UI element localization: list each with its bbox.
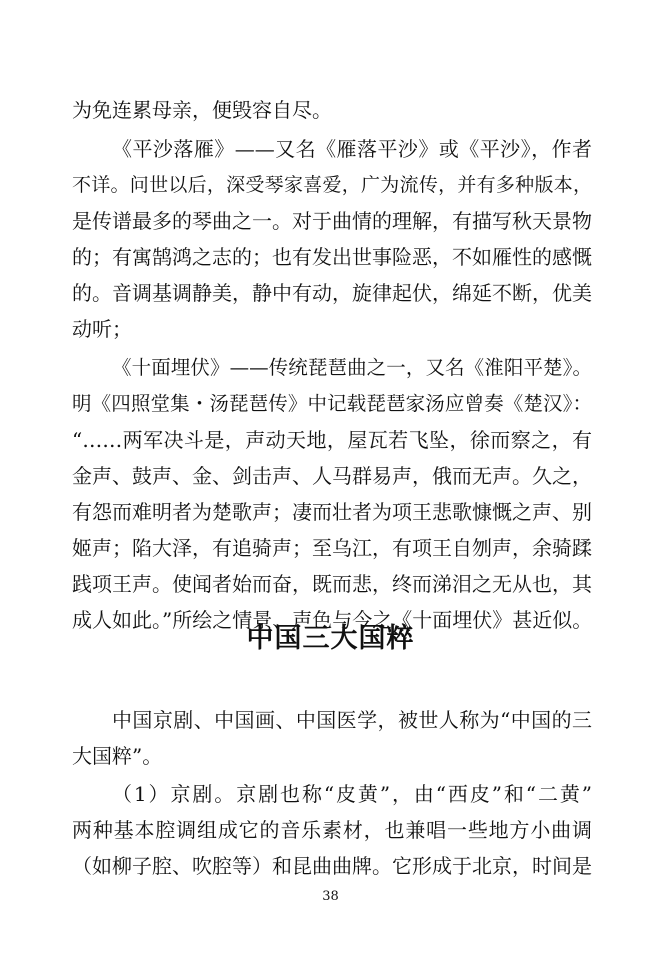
text-line: 大国粹”。 (72, 744, 163, 768)
text-line: 践项王声。使闻者始而奋，既而悲，终而涕泪之无从也，其 (72, 572, 592, 596)
text-line: 两种基本腔调组成它的音乐素材，也兼唱一些地方小曲调 (72, 818, 592, 842)
text-line: 为免连累母亲，便毁容自尽。 (72, 98, 332, 122)
text-line: 中国京剧、中国画、中国医学，被世人称为“中国的三 (112, 708, 592, 732)
text-line: 《十面埋伏》——传统琵琶曲之一，又名《淮阳平楚》。 (112, 356, 592, 379)
text-line: 是传谱最多的琴曲之一。对于曲情的理解，有描写秋天景物 (72, 209, 592, 233)
text-line: 成人如此。”所绘之情景、声色与今之《十面埋伏》甚近似。 (72, 608, 593, 632)
text-line: 不详。问世以后，深受琴家喜爱，广为流传，并有多种版本， (72, 174, 592, 196)
page-number: 38 (322, 889, 339, 904)
text-line: 《平沙落雁》——又名《雁落平沙》或《平沙》，作者 (112, 137, 592, 161)
text-line: 姬声；陷大泽，有追骑声；至乌江，有项王自刎声，余骑蹂 (72, 536, 592, 560)
text-line: 的；有寓鹄鸿之志的；也有发出世事险恶，不如雁性的感慨 (72, 245, 592, 269)
text-line: 明《四照堂集・汤琵琶传》中记载琵琶家汤应曾奏《楚汉》： (72, 392, 592, 415)
text-line: （如柳子腔、吹腔等）和昆曲曲牌。它形成于北京，时间是 (72, 854, 592, 878)
text-line: （1）京剧。京剧也称“皮黄”，由“西皮”和“二黄” (112, 782, 592, 806)
text-line: 的。音调基调静美，静中有动，旋律起伏，绵延不断，优美 (72, 281, 592, 305)
text-line: 动听； (72, 317, 132, 341)
text-line: 金声、鼓声、金、剑击声、人马群易声，俄而无声。久之， (72, 464, 592, 488)
text-line: “……两军决斗是，声动天地，屋瓦若飞坠，徐而察之，有 (72, 428, 592, 452)
text-line: 有怨而难明者为楚歌声；凄而壮者为项王悲歌慷慨之声、别 (72, 500, 592, 524)
section-heading: 中国三大国粹 (246, 623, 415, 654)
